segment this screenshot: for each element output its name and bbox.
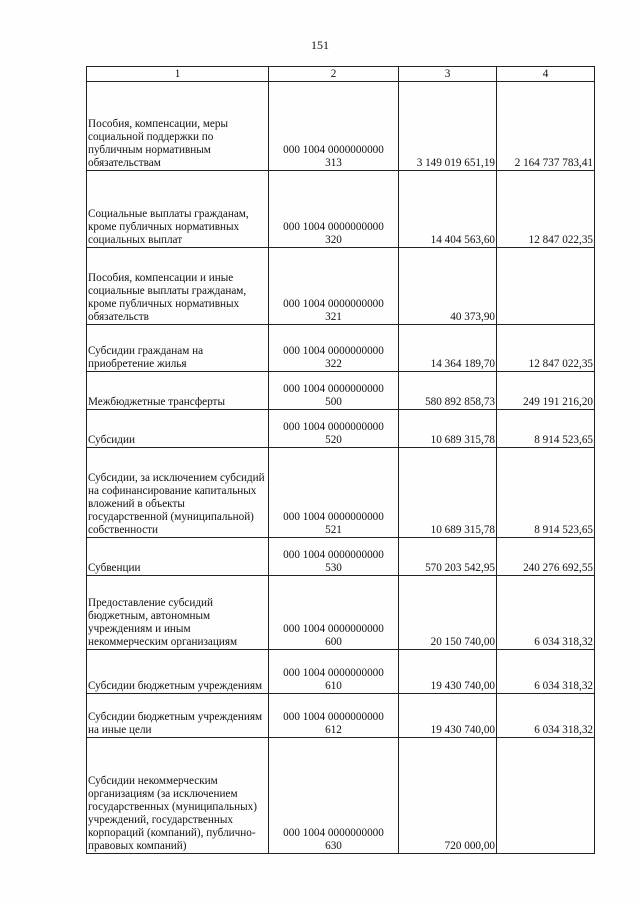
table-row [87,650,595,694]
row-code: 000 1004 0000000000 530 [269,538,399,576]
row-code: 000 1004 0000000000 313 [269,82,399,171]
row-name: Субвенции [87,538,269,576]
row-code: 000 1004 0000000000 320 [269,171,399,248]
row-name: Пособия, компенсации и иные социальные выплаты гражданам, кроме публичных нормативных обязательств [87,248,269,325]
table-row [87,410,595,448]
row-code: 000 1004 0000000000 500 [269,372,399,410]
row-code: 000 1004 0000000000 322 [269,325,399,372]
row-value-col3: 20 150 740,00 [399,576,497,650]
row-value-col4: 6 034 318,32 [497,694,595,738]
row-name: Субсидии, за исключением субсидий на софинансирование капитальных вложений в объекты государственной (муниципальной) собственности [87,448,269,538]
row-value-col3: 3 149 019 651,19 [399,82,497,171]
row-value-col4 [497,248,595,325]
row-value-col3: 14 364 189,70 [399,325,497,372]
row-name: Субсидии [87,410,269,448]
table-row [87,538,595,576]
table-row [87,694,595,738]
row-name: Межбюджетные трансферты [87,372,269,410]
row-value-col4: 249 191 216,20 [497,372,595,410]
row-code: 000 1004 0000000000 600 [269,576,399,650]
row-value-col3: 10 689 315,78 [399,410,497,448]
row-name: Субсидии бюджетным учреждениям [87,650,269,694]
table-header-row [87,67,595,82]
row-code: 000 1004 0000000000 321 [269,248,399,325]
row-code: 000 1004 0000000000 612 [269,694,399,738]
row-code: 000 1004 0000000000 521 [269,448,399,538]
row-value-col3: 10 689 315,78 [399,448,497,538]
column-header: 2 [269,67,399,82]
row-code: 000 1004 0000000000 630 [269,738,399,854]
budget-table [86,66,595,854]
row-value-col3: 14 404 563,60 [399,171,497,248]
table-row [87,372,595,410]
table-row [87,82,595,171]
table-row [87,738,595,854]
table-row [87,325,595,372]
row-value-col3: 40 373,90 [399,248,497,325]
row-code: 000 1004 0000000000 520 [269,410,399,448]
row-value-col3: 19 430 740,00 [399,650,497,694]
row-name: Субсидии гражданам на приобретение жилья [87,325,269,372]
row-value-col3: 580 892 858,73 [399,372,497,410]
row-value-col4: 8 914 523,65 [497,410,595,448]
table-row [87,448,595,538]
row-value-col4: 12 847 022,35 [497,325,595,372]
row-value-col4: 12 847 022,35 [497,171,595,248]
row-name: Субсидии некоммерческим организациям (за исключением государственных (муниципальных) учреждений, государственных корпораций (компаний), публично-правовых компаний) [87,738,269,854]
row-value-col4: 6 034 318,32 [497,650,595,694]
table-row [87,576,595,650]
row-name: Субсидии бюджетным учреждениям на иные цели [87,694,269,738]
row-value-col3: 19 430 740,00 [399,694,497,738]
row-name: Предоставление субсидий бюджетным, автономным учреждениям и иным некоммерческим организациям [87,576,269,650]
page-number: 151 [311,38,329,52]
row-value-col4: 240 276 692,55 [497,538,595,576]
row-name: Пособия, компенсации, меры социальной поддержки по публичным нормативным обязательствам [87,82,269,171]
column-header: 4 [497,67,595,82]
row-value-col3: 570 203 542,95 [399,538,497,576]
column-header: 1 [87,67,269,82]
row-value-col3: 720 000,00 [399,738,497,854]
row-name: Социальные выплаты гражданам, кроме публичных нормативных социальных выплат [87,171,269,248]
table-row [87,248,595,325]
row-value-col4: 6 034 318,32 [497,576,595,650]
table-row [87,171,595,248]
row-value-col4 [497,738,595,854]
row-code: 000 1004 0000000000 610 [269,650,399,694]
column-header: 3 [399,67,497,82]
row-value-col4: 2 164 737 783,41 [497,82,595,171]
row-value-col4: 8 914 523,65 [497,448,595,538]
